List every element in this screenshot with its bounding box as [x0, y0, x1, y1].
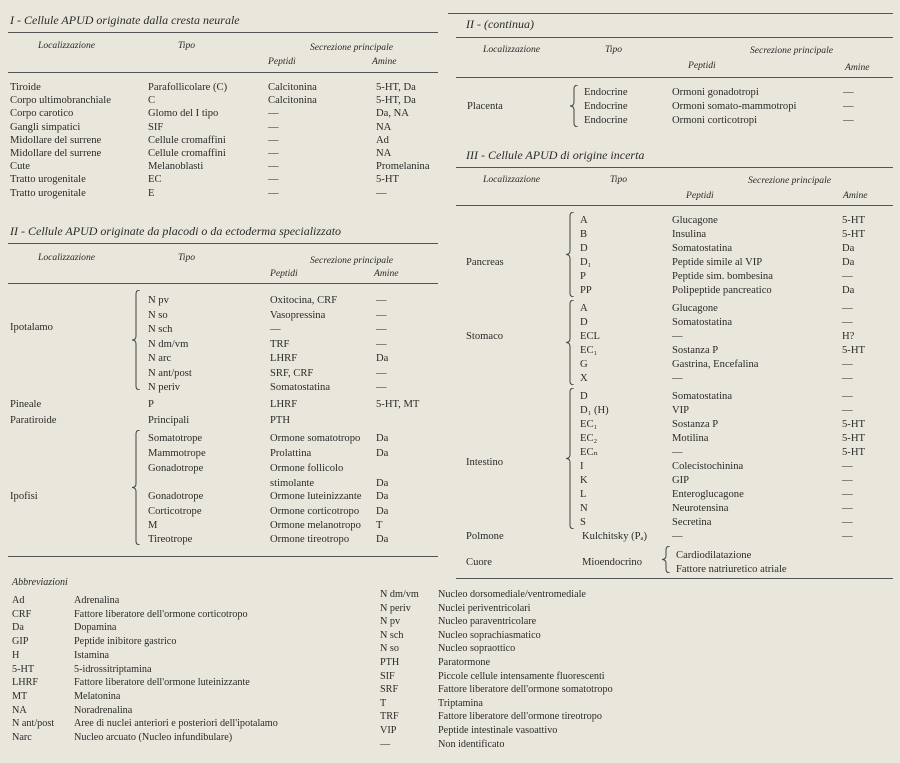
cell-peptidi: Sostanza P	[672, 345, 719, 356]
cell-localizzazione: Corpo ultimobranchiale	[10, 95, 111, 107]
cell-peptidi: Peptide simile al VIP	[672, 257, 763, 268]
cell-amine: —	[843, 101, 854, 112]
cell-peptidi: Ormone corticotropo	[270, 506, 360, 517]
brace-icon	[662, 546, 672, 573]
cell-tipo: Cellule cromaffini	[148, 134, 226, 146]
cell-peptidi: SRF, CRF	[270, 368, 314, 379]
cell-tipo: EC₁	[580, 345, 598, 356]
cell-peptidi: Fattore natriuretico atriale	[676, 564, 787, 575]
cell-amine: —	[842, 359, 853, 370]
brace-icon	[566, 212, 576, 297]
header-amine: Amine	[372, 56, 397, 67]
cell-amine: 5-HT	[842, 215, 865, 226]
cell-tipo: SIF	[148, 121, 164, 133]
header-amine: Amine	[843, 190, 868, 201]
header-localizzazione: Localizzazione	[483, 174, 541, 185]
header-tipo: Tipo	[610, 174, 628, 185]
abbr-key: LHRF	[12, 677, 39, 689]
cell-amine: Da	[376, 353, 389, 364]
cell-tipo: P	[148, 399, 154, 410]
header-tipo: Tipo	[178, 40, 196, 51]
header-secrezione: Secrezione principale	[310, 255, 394, 266]
cell-amine: 5-HT, Da	[376, 95, 416, 107]
cell-peptidi: TRF	[270, 339, 290, 350]
cell-amine: Ad	[376, 134, 389, 146]
rule-line	[456, 205, 893, 206]
abbr-key: N sch	[380, 629, 404, 641]
cell-amine: Da	[842, 243, 855, 254]
cell-amine: Da	[842, 285, 855, 296]
cell-amine: —	[376, 324, 387, 335]
cell-amine: —	[842, 303, 853, 314]
header-peptidi: Peptidi	[270, 268, 298, 279]
cell-localizzazione: Ipofisi	[10, 491, 38, 502]
abbr-key: N ant/post	[12, 718, 55, 730]
cell-tipo: N so	[148, 310, 168, 321]
cell-peptidi: Oxitocina, CRF	[270, 295, 338, 306]
cell-localizzazione: Gangli simpatici	[10, 121, 81, 133]
cell-localizzazione: Intestino	[466, 457, 504, 468]
cell-tipo: D	[580, 317, 588, 328]
cell-tipo: N ant/post	[148, 368, 192, 379]
abbr-key: PTH	[380, 657, 400, 668]
cell-tipo: Tireotrope	[148, 534, 193, 545]
header-secrezione: Secrezione principale	[748, 175, 832, 186]
rule-line	[448, 13, 893, 14]
cell-peptidi: Glucagone	[672, 303, 718, 314]
cell-localizzazione: Stomaco	[466, 331, 504, 342]
abbr-value: Melatonina	[74, 690, 121, 702]
cell-tipo: A	[580, 215, 588, 226]
cell-peptidi: Peptide sim. bombesina	[672, 271, 773, 282]
rule-line	[8, 243, 438, 244]
rule-line	[456, 37, 893, 38]
section-title: III - Cellule APUD di origine incerta	[466, 148, 645, 162]
header-peptidi: Peptidi	[688, 60, 716, 71]
cell-peptidi: —	[672, 331, 683, 342]
cell-peptidi: —	[672, 447, 683, 458]
cell-amine: 5-HT	[842, 345, 865, 356]
brace-icon	[566, 388, 576, 529]
cell-tipo: E	[148, 187, 155, 199]
cell-amine: 5-HT	[842, 229, 865, 240]
cell-tipo: M	[148, 520, 158, 531]
cell-peptidi: Calcitonina	[268, 82, 317, 93]
cell-peptidi: Cardiodilatazione	[676, 550, 752, 561]
cell-peptidi: Ormone tireotropo	[270, 534, 350, 545]
abbr-key: Da	[12, 622, 24, 634]
cell-peptidi: Enteroglucagone	[672, 489, 744, 500]
cell-peptidi: Calcitonina	[268, 95, 317, 107]
cell-localizzazione: Polmone	[466, 531, 504, 542]
cell-tipo: Gonadotrope	[148, 463, 204, 474]
cell-tipo: Mammotrope	[148, 448, 206, 459]
cell-peptidi: Neurotensina	[672, 503, 729, 514]
abbr-value: Paratormone	[438, 657, 491, 668]
cell-localizzazione: Tratto urogenitale	[10, 187, 86, 199]
cell-amine: —	[842, 317, 853, 328]
rule-line	[8, 283, 438, 284]
cell-amine: Da	[376, 506, 389, 517]
header-amine: Amine	[374, 268, 399, 279]
header-peptidi: Peptidi	[686, 190, 714, 201]
cell-peptidi: Glucagone	[672, 215, 718, 226]
cell-peptidi: Insulina	[672, 229, 707, 240]
cell-localizzazione: Midollare del surrene	[10, 148, 102, 159]
cell-peptidi: Secretina	[672, 517, 712, 528]
cell-peptidi: Ormone melanotropo	[270, 520, 361, 531]
cell-localizzazione: Tratto urogenitale	[10, 174, 86, 186]
abbreviations-title: Abbreviazioni	[12, 577, 68, 588]
abbr-value: Nucleo arcuato (Nucleo infundibulare)	[74, 732, 233, 743]
cell-tipo: P	[580, 271, 586, 282]
cell-tipo: Endocrine	[584, 101, 628, 112]
abbr-value: Adrenalina	[74, 595, 120, 606]
cell-tipo: B	[580, 229, 588, 240]
brace-icon	[566, 300, 576, 385]
cell-amine: —	[842, 531, 853, 542]
cell-peptidi: Motilina	[672, 433, 709, 444]
cell-tipo: N	[580, 503, 588, 514]
abbr-value: Nucleo dorsomediale/ventromediale	[438, 589, 586, 600]
cell-peptidi: stimolante	[270, 478, 315, 489]
cell-localizzazione: Placenta	[467, 101, 503, 112]
cell-tipo: Melanoblasti	[148, 161, 204, 173]
cell-tipo: N pv	[148, 295, 169, 306]
cell-peptidi: Somatostatina	[672, 391, 733, 402]
cell-amine: Da	[376, 448, 389, 459]
cell-amine: T	[376, 520, 383, 531]
cell-localizzazione: Midollare del surrene	[10, 134, 102, 146]
rule-line	[8, 72, 438, 73]
cell-localizzazione: Tiroide	[10, 82, 41, 93]
cell-peptidi: Sostanza P	[672, 419, 719, 430]
cell-localizzazione: Cuore	[466, 557, 492, 568]
cell-tipo: EC	[148, 174, 162, 186]
cell-amine: —	[842, 461, 853, 472]
cell-tipo: PP	[580, 285, 592, 296]
cell-amine: Da, NA	[376, 108, 409, 120]
brace-icon	[132, 430, 142, 545]
abbr-value: Fattore liberatore dell'ormone somatotropo	[438, 684, 613, 696]
abbr-value: Fattore liberatore dell'ormone luteinizzante	[74, 677, 250, 689]
cell-localizzazione: Cute	[10, 161, 31, 173]
abbr-value: Triptamina	[438, 697, 483, 709]
cell-amine: H?	[842, 331, 855, 342]
abbr-key: GIP	[12, 636, 29, 648]
abbr-value: Aree di nuclei anteriori e posteriori dell'ipotalamo	[74, 718, 278, 730]
rule-line	[8, 32, 438, 33]
header-amine: Amine	[845, 62, 870, 73]
cell-peptidi: —	[268, 174, 279, 186]
abbr-value: Nuclei periventricolari	[438, 602, 531, 614]
cell-amine: —	[376, 368, 387, 379]
cell-peptidi: —	[672, 373, 683, 384]
brace-icon	[570, 85, 580, 127]
cell-peptidi: Ormoni corticotropi	[672, 115, 758, 126]
abbr-key: N so	[380, 643, 399, 655]
cell-amine: 5-HT, Da	[376, 82, 416, 93]
cell-tipo: X	[580, 373, 588, 384]
abbr-value: Fattore liberatore dell'ormone corticotropo	[74, 608, 248, 620]
cell-peptidi: —	[672, 531, 683, 542]
cell-peptidi: Ormoni somato-mammotropi	[672, 101, 797, 112]
abbr-key: MT	[12, 690, 28, 702]
cell-amine: 5-HT, MT	[376, 399, 420, 410]
abbr-key: TRF	[380, 711, 399, 723]
cell-localizzazione: Pineale	[10, 399, 42, 410]
abbr-value: Non identificato	[438, 738, 505, 750]
cell-localizzazione: Corpo carotico	[10, 108, 74, 120]
cell-tipo: S	[580, 517, 586, 528]
cell-tipo: N dm/vm	[148, 339, 189, 350]
cell-tipo: Gonadotrope	[148, 491, 204, 502]
header-secrezione: Secrezione principale	[750, 45, 834, 56]
cell-amine: —	[842, 475, 853, 486]
cell-amine: NA	[376, 121, 392, 133]
section-title: I - Cellule APUD originate dalla cresta neurale	[10, 13, 240, 27]
cell-localizzazione: Ipotalamo	[10, 322, 53, 333]
cell-amine: Da	[376, 491, 389, 502]
cell-localizzazione: Paratiroide	[10, 415, 57, 426]
abbr-key: SRF	[380, 684, 399, 696]
section-title: II - (continua)	[466, 17, 534, 31]
cell-tipo: N periv	[148, 382, 181, 393]
abbr-value: Nucleo soprachiasmatico	[438, 629, 541, 641]
cell-amine: —	[376, 339, 387, 350]
cell-peptidi: —	[268, 187, 279, 199]
cell-tipo: N arc	[148, 353, 172, 364]
cell-amine: —	[376, 382, 387, 393]
header-secrezione: Secrezione principale	[310, 42, 394, 53]
abbr-key: —	[380, 738, 391, 750]
abbr-key: SIF	[380, 670, 395, 682]
cell-tipo: D	[580, 391, 588, 402]
cell-amine: —	[842, 517, 853, 528]
abbr-key: N pv	[380, 616, 401, 628]
abbr-value: Peptide intestinale vasoattivo	[438, 725, 558, 736]
cell-amine: Promelanina	[376, 161, 430, 173]
section-title: II - Cellule APUD originate da placodi o da ectoderma specializzato	[10, 224, 342, 238]
abbr-value: Noradrenalina	[74, 704, 133, 716]
cell-tipo: D₁ (H)	[580, 405, 609, 416]
abbr-key: Ad	[12, 595, 25, 606]
cell-amine: —	[842, 489, 853, 500]
header-localizzazione: Localizzazione	[483, 44, 541, 55]
cell-peptidi: Somatostatina	[672, 243, 733, 254]
cell-peptidi: Polipeptide pancreatico	[672, 285, 772, 296]
abbr-key: Narc	[12, 732, 32, 743]
cell-peptidi: Somatostatina	[270, 382, 331, 393]
cell-tipo: Cellule cromaffini	[148, 148, 226, 159]
cell-peptidi: Ormone luteinizzante	[270, 491, 362, 502]
cell-amine: 5-HT	[842, 447, 865, 458]
cell-tipo: Endocrine	[584, 87, 628, 98]
cell-localizzazione: Pancreas	[466, 257, 504, 268]
cell-amine: Da	[376, 478, 389, 489]
cell-amine: 5-HT	[842, 433, 865, 444]
cell-tipo: G	[580, 359, 588, 370]
cell-tipo: Principali	[148, 415, 190, 426]
abbr-key: VIP	[380, 725, 397, 736]
cell-tipo: I	[580, 461, 584, 472]
cell-peptidi: GIP	[672, 475, 690, 486]
cell-amine: NA	[376, 148, 392, 159]
cell-tipo: A	[580, 303, 588, 314]
cell-tipo: Mioendocrino	[582, 557, 643, 568]
abbr-value: Fattore liberatore dell'ormone tireotropo	[438, 711, 602, 723]
cell-tipo: EC₁	[580, 419, 598, 430]
abbr-key: N dm/vm	[380, 589, 419, 600]
cell-tipo: Endocrine	[584, 115, 628, 126]
cell-amine: Da	[376, 433, 389, 444]
header-peptidi: Peptidi	[268, 56, 296, 67]
cell-peptidi: —	[268, 161, 279, 173]
cell-amine: —	[843, 87, 854, 98]
header-tipo: Tipo	[178, 252, 196, 263]
header-localizzazione: Localizzazione	[38, 252, 96, 263]
cell-tipo: K	[580, 475, 588, 486]
cell-peptidi: PTH	[270, 415, 291, 426]
rule-line	[456, 578, 893, 579]
abbr-key: N periv	[380, 602, 411, 614]
cell-tipo: Parafollicolare (C)	[148, 82, 228, 93]
header-localizzazione: Localizzazione	[38, 40, 96, 51]
cell-tipo: Kulchitsky (Pₐ)	[582, 531, 647, 542]
cell-peptidi: —	[268, 148, 279, 159]
cell-peptidi: —	[268, 108, 279, 120]
cell-amine: —	[842, 373, 853, 384]
cell-amine: 5-HT	[376, 174, 399, 186]
cell-amine: 5-HT	[842, 419, 865, 430]
cell-amine: Da	[376, 534, 389, 545]
rule-line	[456, 77, 893, 78]
abbr-key: CRF	[12, 608, 32, 620]
abbr-value: Peptide inibitore gastrico	[74, 636, 177, 648]
cell-tipo: Glomo del I tipo	[148, 108, 219, 120]
cell-tipo: D	[580, 243, 588, 254]
cell-amine: —	[843, 115, 854, 126]
cell-peptidi: —	[270, 324, 281, 335]
cell-amine: —	[842, 405, 853, 416]
cell-amine: Da	[842, 257, 855, 268]
cell-tipo: Corticotrope	[148, 506, 202, 517]
cell-tipo: ECL	[580, 331, 601, 342]
cell-peptidi: VIP	[672, 405, 690, 416]
cell-peptidi: Ormone somatotropo	[270, 433, 361, 444]
abbr-value: Nucleo sopraottico	[438, 643, 516, 655]
cell-peptidi: LHRF	[270, 353, 298, 364]
cell-amine: —	[376, 295, 387, 306]
abbr-value: Piccole cellule intensamente fluorescenti	[438, 670, 605, 682]
cell-peptidi: Ormoni gonadotropi	[672, 87, 759, 98]
abbr-value: Istamina	[74, 649, 110, 661]
cell-tipo: EC₂	[580, 433, 598, 444]
cell-peptidi: Colecistochinina	[672, 461, 744, 472]
cell-amine: —	[842, 503, 853, 514]
cell-amine: —	[842, 391, 853, 402]
cell-tipo: ECₙ	[580, 447, 599, 458]
abbr-key: NA	[12, 704, 27, 716]
brace-icon	[132, 290, 142, 390]
cell-amine: —	[842, 271, 853, 282]
cell-peptidi: Gastrina, Encefalina	[672, 359, 759, 370]
cell-tipo: N sch	[148, 324, 173, 335]
abbr-value: Dopamina	[74, 622, 117, 634]
cell-amine: —	[376, 187, 387, 199]
cell-tipo: Somatotrope	[148, 433, 203, 444]
cell-peptidi: —	[268, 121, 279, 133]
abbr-value: 5-idrossitriptamina	[74, 663, 152, 675]
cell-peptidi: Ormone follicolo	[270, 463, 344, 474]
header-tipo: Tipo	[605, 44, 623, 55]
cell-peptidi: Vasopressina	[270, 310, 326, 321]
cell-peptidi: Prolattina	[270, 448, 312, 459]
cell-tipo: L	[580, 489, 587, 500]
cell-amine: —	[376, 310, 387, 321]
abbr-value: Nucleo paraventricolare	[438, 616, 537, 628]
rule-line	[8, 556, 438, 557]
abbr-key: 5-HT	[12, 663, 35, 675]
abbr-key: T	[380, 697, 387, 709]
cell-tipo: D₁	[580, 257, 592, 268]
cell-peptidi: LHRF	[270, 399, 298, 410]
cell-tipo: C	[148, 95, 156, 107]
cell-peptidi: Somatostatina	[672, 317, 733, 328]
abbr-key: H	[12, 649, 20, 661]
cell-peptidi: —	[268, 134, 279, 146]
rule-line	[456, 167, 893, 168]
